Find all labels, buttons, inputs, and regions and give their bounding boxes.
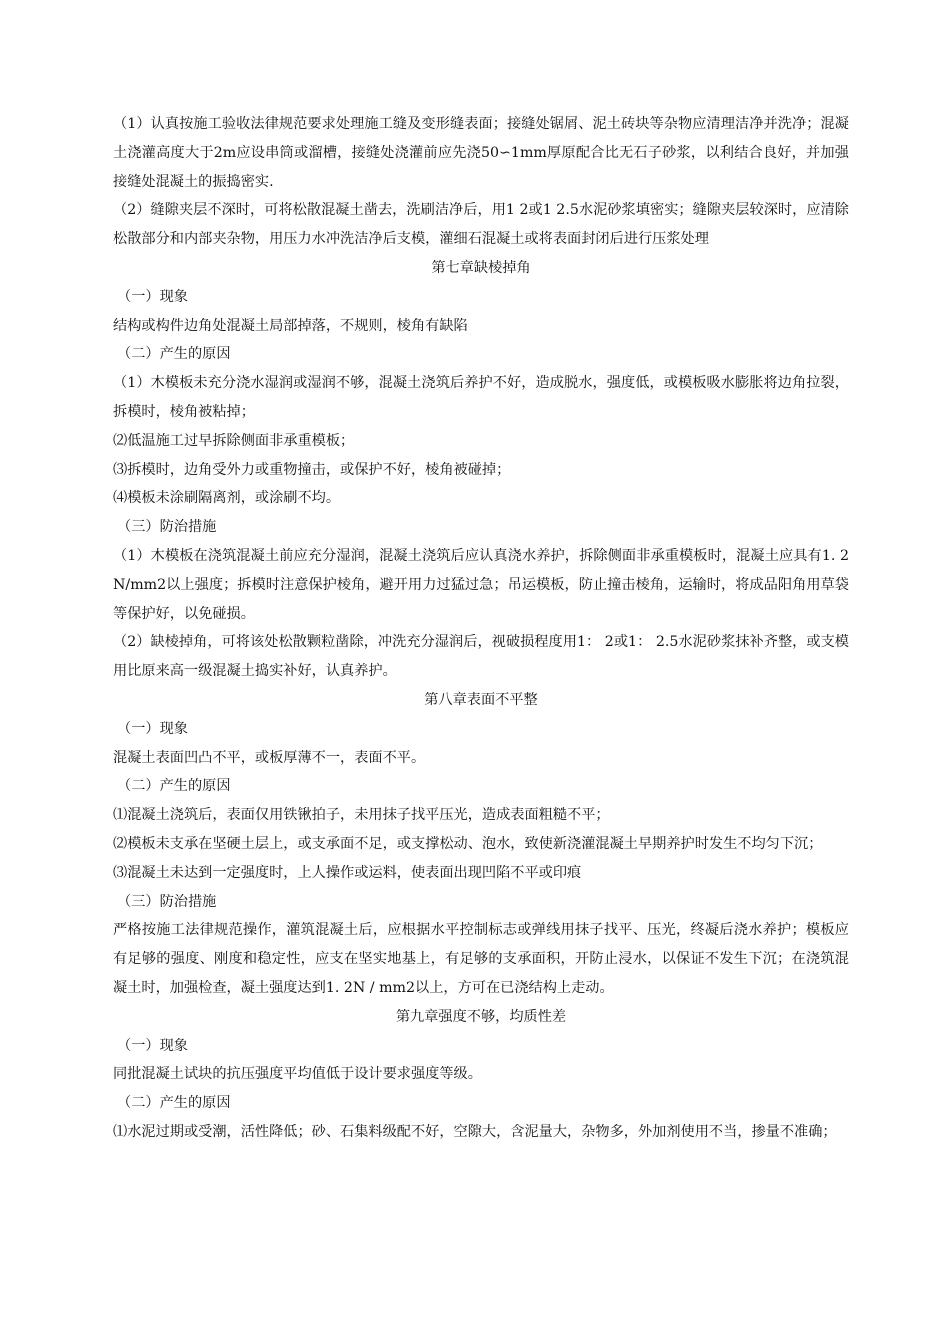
paragraph: 结构或构件边角处混凝土局部掉落，不规则，棱角有缺陷 [113, 317, 468, 334]
section-label: （一）现象 [117, 720, 188, 737]
document-page [113, 110, 849, 1147]
list-item: ⑴水泥过期或受潮，活性降低；砂、石集料级配不好，空隙大，含泥量大，杂物多，外加剂使用不当，掺量不准确； [113, 1123, 837, 1140]
list-item: ⑵低温施工过早拆除侧面非承重模板； [113, 432, 355, 449]
paragraph: 同批混凝土试块的抗压强度平均值低于设计要求强度等级。 [113, 1066, 482, 1083]
list-item: ⑶混凝土未达到一定强度时，上人操作或运料，使表面出现凹陷不平或印痕 [113, 864, 582, 881]
section-label: （一）现象 [117, 1037, 188, 1054]
paragraph: （2）缺棱掉角，可将该处松散颗粒凿除，冲洗充分湿润后，视破损程度用1： 2或1： 2.5水泥砂浆抹补齐整，或支模用比原来高一级混凝土捣实补好，认真养护。 [113, 634, 849, 680]
section-label: （二）产生的原因 [117, 1095, 231, 1112]
paragraph: （1）木模板未充分浇水湿润或湿润不够，混凝土浇筑后养护不好，造成脱水，强度低，或模板吸水膨胀将边角拉裂，拆模时，棱角被粘掉； [113, 375, 849, 420]
chapter-heading: 第九章强度不够，均质性差 [395, 1008, 567, 1025]
list-item: ⑵模板未支承在坚硬土层上，或支承面不足，或支撑松动、泡水，致使新浇灌混凝土早期养护时发生不均匀下沉； [113, 835, 823, 852]
paragraph: （1）认真按施工验收法律规范要求处理施工缝及变形缝表面；接缝处锯屑、泥土砖块等杂物应清理洁净并洗净；混凝土浇灌高度大于2m应设串筒或溜槽，接缝处浇灌前应先浇50∽1mm厚原配合比无石子砂浆，以利结合良好，并加强接缝处混凝土的振捣密实. [113, 116, 849, 190]
paragraph: 混凝土表面凹凸不平，或板厚薄不一，表面不平。 [113, 749, 426, 766]
paragraph: （2）缝隙夹层不深时，可将松散混凝土凿去，洗刷洁净后，用1 2或1 2.5水泥砂浆填密实；缝隙夹层较深时，应清除松散部分和内部夹杂物，用压力水冲洗洁净后支模，灌细石混凝土或将表面封闭后进行压浆处理 [113, 202, 849, 248]
paragraph: （1）木模板在浇筑混凝土前应充分湿润，混凝土浇筑后应认真浇水养护，拆除侧面非承重模板时，混凝土应具有1. 2N/mm2以上强度；拆模时注意保护棱角，避开用力过猛过急；吊运模板，防止撞击棱角，运输时，将成品阳角用草袋等保护好，以免碰损。 [113, 547, 849, 622]
section-label: （三）防治措施 [117, 519, 217, 536]
chapter-heading: 第八章表面不平整 [424, 691, 538, 708]
section-label: （二）产生的原因 [117, 346, 231, 363]
section-label: （一）现象 [117, 288, 188, 305]
section-label: （二）产生的原因 [117, 778, 231, 795]
section-label: （三）防治措施 [117, 893, 217, 910]
chapter-heading: 第七章缺棱掉角 [431, 259, 531, 276]
list-item: ⑶拆模时，边角受外力或重物撞击，或保护不好，棱角被碰掉； [113, 461, 511, 478]
paragraph: 严格按施工法律规范操作，灌筑混凝土后，应根据水平控制标志或弹线用抹子找平、压光，终凝后浇水养护；模板应有足够的强度、刚度和稳定性，应支在坚实地基上，有足够的支承面积，开防止浸水，以保证不发生下沉；在浇筑混凝土时，加强检查，凝土强度达到1. 2N / mm2以上，方可在已浇结构上走动。 [113, 922, 849, 996]
list-item: ⑴混凝土浇筑后，表面仅用铁锹拍子，未用抹子找平压光，造成表面粗糙不平； [113, 807, 610, 824]
list-item: ⑷模板未涂刷隔离剂，或涂刷不均。 [113, 490, 341, 507]
